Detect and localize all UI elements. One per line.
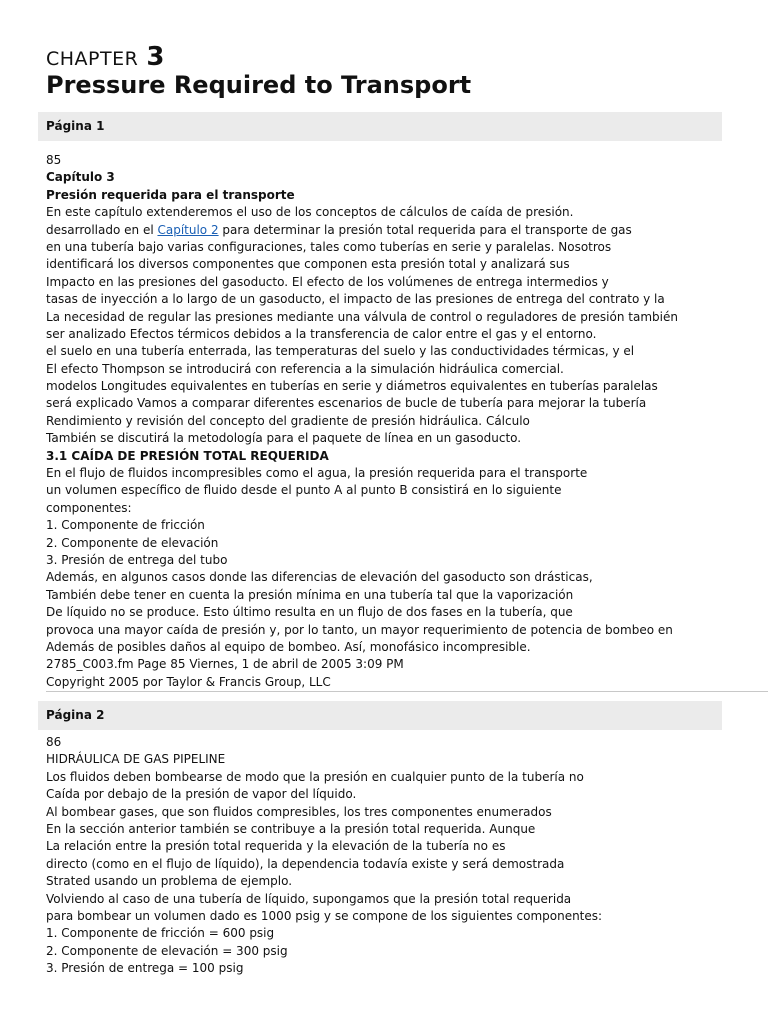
text-line: componentes: <box>46 500 132 515</box>
text-line: Presión requerida para el transporte <box>46 187 295 202</box>
text-line: También debe tener en cuenta la presión mínima en una tubería tal que la vaporización <box>46 587 574 602</box>
text-line: En el flujo de fluidos incompresibles como el agua, la presión requerida para el transporte <box>46 466 588 481</box>
text-line-segment: para determinar la presión total requerida para el transporte de gas <box>218 222 632 237</box>
text-line: para bombear un volumen dado es 1000 psig y se compone de los siguientes componentes: <box>46 908 603 923</box>
chapter-2-link[interactable]: Capítulo 2 <box>157 222 219 237</box>
text-line: La necesidad de regular las presiones mediante una válvula de control o reguladores de presión también <box>46 309 678 324</box>
text-line: provoca una mayor caída de presión y, por lo tanto, un mayor requerimiento de potencia de bombeo en <box>46 622 673 637</box>
page-header-1: Página 1 <box>38 112 722 141</box>
text-line: tasas de inyección a lo largo de un gasoducto, el impacto de las presiones de entrega del contrato y la <box>46 292 665 307</box>
text-line: Al bombear gases, que son fluidos compresibles, los tres componentes enumerados <box>46 804 552 819</box>
text-line: Capítulo 3 <box>46 170 115 185</box>
text-line: 1. Componente de fricción = 600 psig <box>46 926 275 941</box>
chapter-word: CHAPTER <box>46 48 139 70</box>
text-line: en una tubería bajo varias configuraciones, tales como tuberías en serie y paralelas. Nosotros <box>46 239 612 254</box>
text-line: 1. Componente de fricción <box>46 518 205 533</box>
text-line: En este capítulo extenderemos el uso de los conceptos de cálculos de caída de presión. <box>46 205 574 220</box>
text-line: Caída por debajo de la presión de vapor del líquido. <box>46 787 357 802</box>
text-line: HIDRÁULICA DE GAS PIPELINE <box>46 752 226 767</box>
text-line: También se discutirá la metodología para el paquete de línea en un gasoducto. <box>46 431 522 446</box>
text-line: Copyright 2005 por Taylor & Francis Group, LLC <box>46 674 331 689</box>
text-line: La relación entre la presión total requerida y la elevación de la tubería no es <box>46 839 506 854</box>
text-line: Además, en algunos casos donde las diferencias de elevación del gasoducto son drásticas, <box>46 570 593 585</box>
text-line: 3. Presión de entrega del tubo <box>46 552 228 567</box>
text-line: De líquido no se produce. Esto último resulta en un flujo de dos fases en la tubería, que <box>46 605 573 620</box>
text-line: Además de posibles daños al equipo de bombeo. Así, monofásico incompresible. <box>46 639 531 654</box>
text-line-segment: desarrollado en el <box>46 222 158 237</box>
text-line: 3.1 CAÍDA DE PRESIÓN TOTAL REQUERIDA <box>46 448 329 463</box>
text-line: modelos Longitudes equivalentes en tuberías en serie y diámetros equivalentes en tuberías paralelas <box>46 379 658 394</box>
text-line: 2785_C003.fm Page 85 Viernes, 1 de abril de 2005 3:09 PM <box>46 657 404 672</box>
page-separator <box>46 691 768 692</box>
text-line: directo (como en el flujo de líquido), la dependencia todavía existe y será demostrada <box>46 856 565 871</box>
text-line: Los fluidos deben bombearse de modo que la presión en cualquier punto de la tubería no <box>46 769 584 784</box>
text-line: identificará los diversos componentes que componen esta presión total y analizará sus <box>46 257 570 272</box>
text-line: 3. Presión de entrega = 100 psig <box>46 961 244 976</box>
text-line: será explicado Vamos a comparar diferentes escenarios de bucle de tubería para mejorar la tubería <box>46 396 647 411</box>
page-1-content <box>46 152 736 691</box>
page-2-content <box>46 734 736 977</box>
text-line: 2. Componente de elevación <box>46 535 219 550</box>
text-line: 2. Componente de elevación = 300 psig <box>46 943 288 958</box>
page-header-2: Página 2 <box>38 701 722 730</box>
chapter-title: Pressure Required to Transport <box>46 71 472 99</box>
text-line: Volviendo al caso de una tubería de líquido, supongamos que la presión total requerida <box>46 891 572 906</box>
text-line: Rendimiento y revisión del concepto del gradiente de presión hidráulica. Cálculo <box>46 413 530 428</box>
text-line: 85 <box>46 153 62 167</box>
chapter-label <box>46 44 165 70</box>
text-line: En la sección anterior también se contribuye a la presión total requerida. Aunque <box>46 821 536 836</box>
text-line: ser analizado Efectos térmicos debidos a la transferencia de calor entre el gas y el entorno. <box>46 326 597 341</box>
text-line: El efecto Thompson se introducirá con referencia a la simulación hidráulica comercial. <box>46 361 564 376</box>
text-line: un volumen específico de fluido desde el punto A al punto B consistirá en lo siguiente <box>46 483 562 498</box>
text-line: el suelo en una tubería enterrada, las temperaturas del suelo y las conductividades térmicas, y el <box>46 344 635 359</box>
text-line: Strated usando un problema de ejemplo. <box>46 874 293 889</box>
chapter-number: 3 <box>146 42 165 72</box>
text-line: Impacto en las presiones del gasoducto. El efecto de los volúmenes de entrega intermedios y <box>46 274 609 289</box>
text-line <box>46 222 736 239</box>
text-line: 86 <box>46 735 62 749</box>
